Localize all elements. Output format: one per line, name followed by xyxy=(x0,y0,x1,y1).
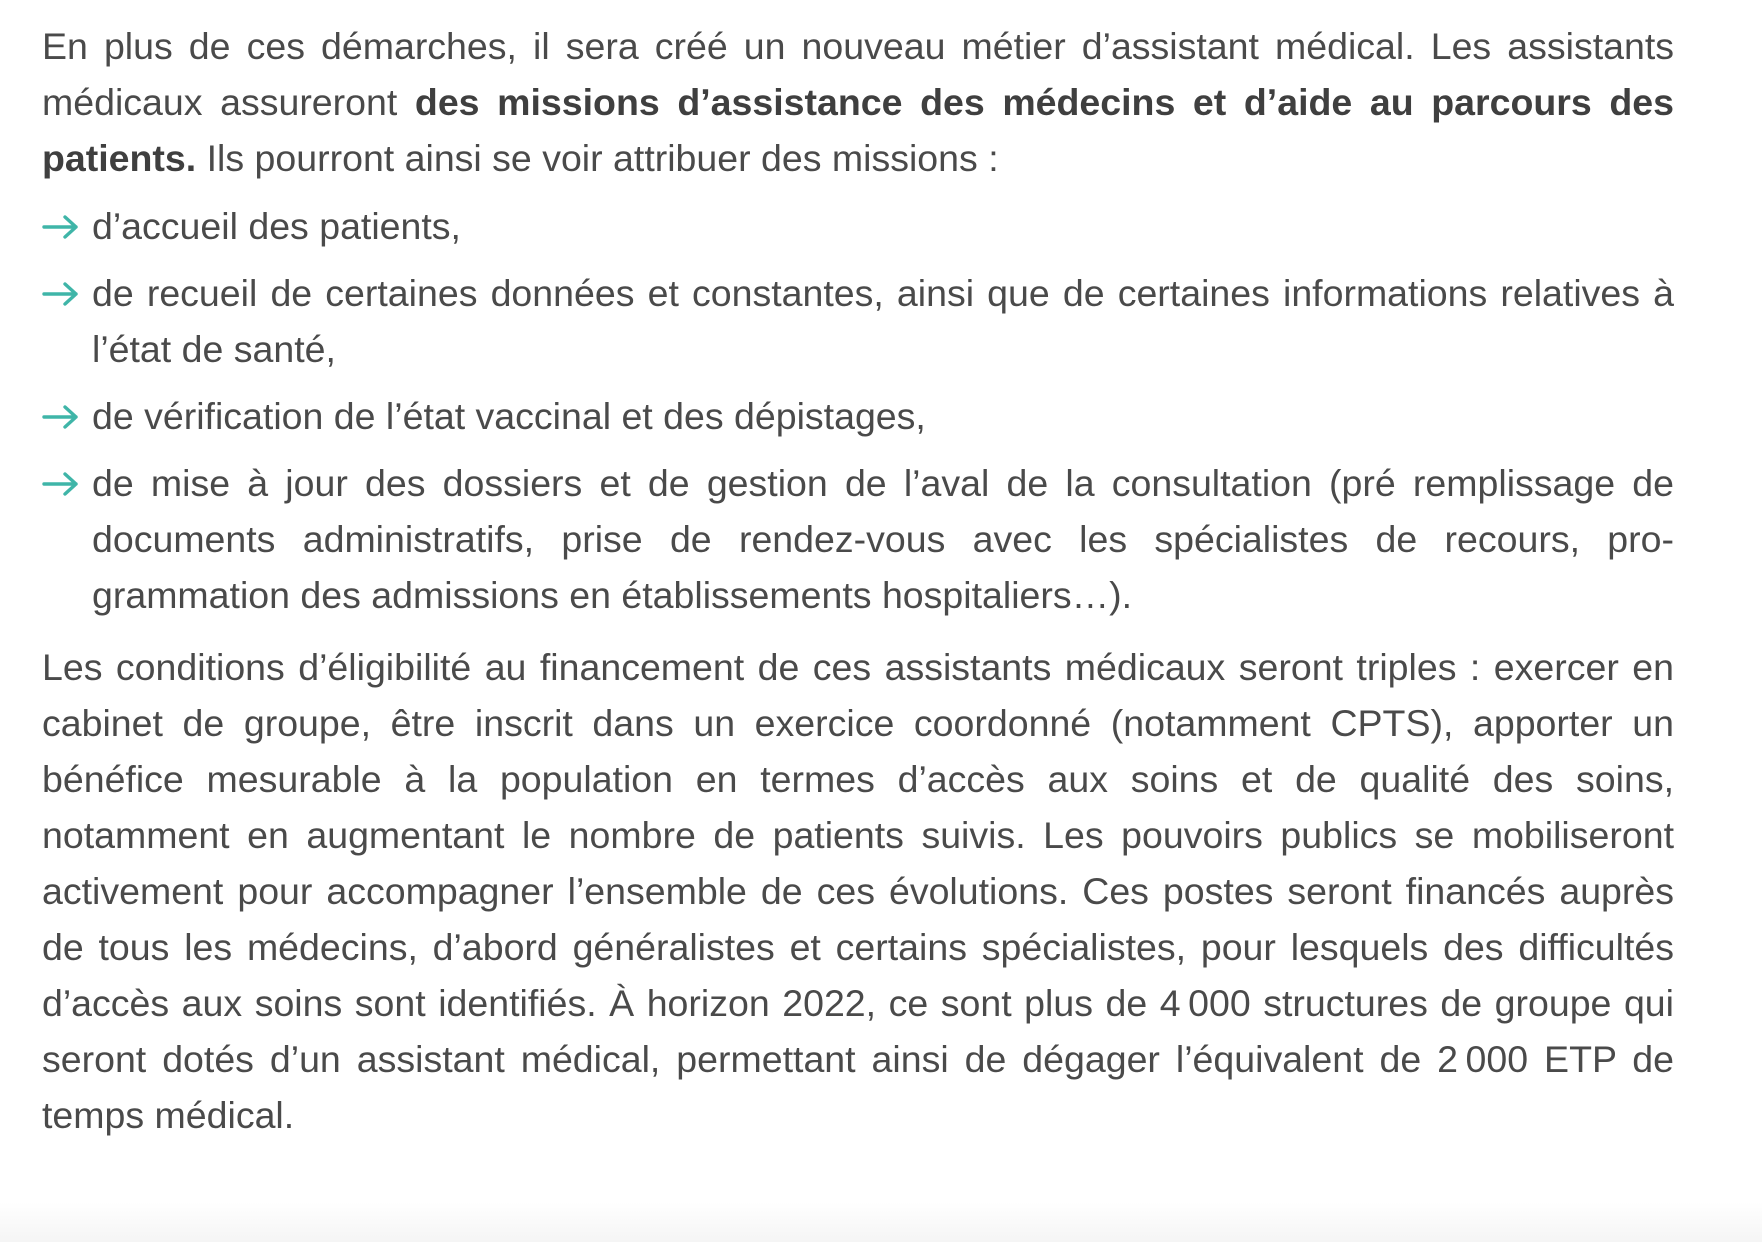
list-item-text: de vérification de l’état vaccinal et des dépistages, xyxy=(92,395,926,437)
arrow-right-icon xyxy=(42,215,80,239)
list-item-text: de mise à jour des dossiers et de gestion de l’aval de la consultation (pré remplissage de documents administratifs, prise de rendez-vous avec les spécialistes de recours, programmation des admissions en établissements hospitaliers…). xyxy=(92,462,1674,616)
list-item xyxy=(42,198,1674,254)
intro-paragraph xyxy=(42,18,1674,186)
arrow-right-icon xyxy=(42,472,80,496)
list-item-text: d’accueil des patients, xyxy=(92,205,461,247)
intro-text-after: Ils pourront ainsi se voir attribuer des missions : xyxy=(196,137,999,179)
missions-list xyxy=(42,198,1674,623)
list-item xyxy=(42,388,1674,444)
arrow-right-icon xyxy=(42,282,80,306)
list-item-text: de recueil de certaines données et constantes, ainsi que de certaines informations relatives à l’état de santé, xyxy=(92,272,1674,370)
intro-text-before: En plus de ces démarches, il sera créé un nouveau métier d’assistant médical. Les assistants médicaux assureront xyxy=(42,25,1674,123)
arrow-right-icon xyxy=(42,405,80,429)
list-item xyxy=(42,265,1674,377)
page-bottom-shadow xyxy=(0,1202,1762,1242)
intro-bold-text: des missions d’assistance des médecins et d’aide au parcours des patients. xyxy=(42,81,1674,179)
document-page xyxy=(42,18,1674,1143)
conclusion-paragraph: Les conditions d’éligibilité au financement de ces assistants médicaux seront triples : exercer en cabinet de groupe, être inscrit dans un exercice coordonné (notamment CPTS), apporter un bénéfice mesurable à la population en termes d’accès aux soins et de qualité des soins, notamment en augmentant le nombre de patients suivis. Les pouvoirs publics se mobiliseront activement pour accompagner l’ensemble de ces évolutions. Ces postes seront financés auprès de tous les médecins, d’abord généralistes et certains spécialistes, pour lesquels des difficultés d’accès aux soins sont identifiés. À horizon 2022, ce sont plus de 4 000 structures de groupe qui seront dotés d’un assistant médical, permettant ainsi de dégager l’équivalent de 2 000 ETP de temps médical. xyxy=(42,646,1674,1136)
list-item xyxy=(42,455,1674,623)
